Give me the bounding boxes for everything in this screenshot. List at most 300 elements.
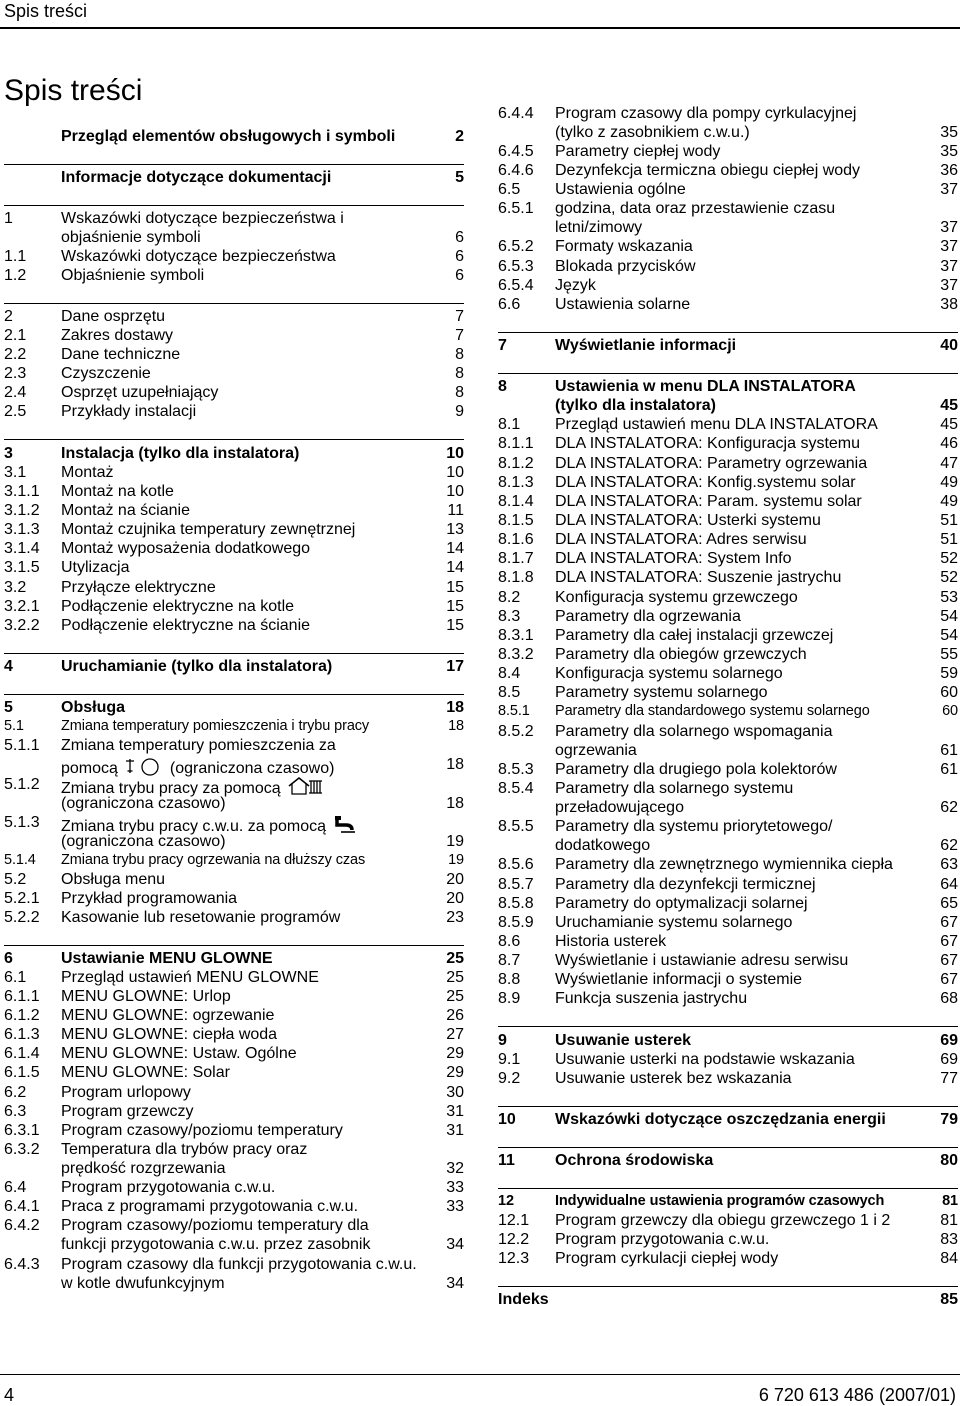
toc-entry-number: 2.1	[4, 327, 27, 344]
toc-entry[interactable]	[498, 989, 958, 1008]
toc-entry-title-text: Indywidualne ustawienia programów czasowych	[555, 1193, 885, 1209]
toc-entry[interactable]	[4, 717, 464, 736]
toc-entry-page: 67	[940, 914, 958, 931]
toc-entry-title-text: Formaty wskazania	[555, 238, 693, 255]
toc-entry-title-text: Program czasowy dla funkcji przygotowania c.w.u.	[61, 1256, 417, 1273]
toc-entry-title-text: Program czasowy/poziomu temperatury	[61, 1122, 343, 1139]
toc-entry-title	[61, 736, 336, 755]
section-divider	[4, 205, 464, 206]
toc-entry-title	[61, 851, 365, 870]
toc-entry-title	[555, 549, 792, 568]
toc-entry[interactable]	[498, 588, 958, 607]
toc-entry[interactable]	[4, 1121, 464, 1140]
toc-entry-number: 3.1	[4, 464, 27, 481]
toc-entry-page: 60	[942, 703, 958, 719]
toc-entry-title	[61, 345, 180, 364]
toc-entry-title-text: przeładowującego	[555, 799, 684, 816]
toc-entry[interactable]	[4, 657, 464, 676]
toc-entry-page: 17	[446, 658, 464, 675]
toc-entry[interactable]	[4, 578, 464, 597]
toc-entry[interactable]	[4, 698, 464, 717]
toc-entry[interactable]	[498, 218, 958, 237]
toc-entry-number: 8.9	[498, 990, 521, 1007]
toc-entry-number: 6.1.5	[4, 1064, 40, 1081]
toc-entry[interactable]	[4, 345, 464, 364]
toc-entry[interactable]	[4, 1159, 464, 1178]
toc-entry[interactable]	[498, 1069, 958, 1088]
toc-entry[interactable]	[498, 645, 958, 664]
toc-entry-number: 12.2	[498, 1231, 530, 1248]
toc-entry-page: 51	[940, 531, 958, 548]
toc-entry-title-text: Przegląd ustawień menu DLA INSTALATORA	[555, 416, 878, 433]
toc-entry-title-text: Utylizacja	[61, 559, 130, 576]
toc-entry-title	[61, 168, 331, 187]
toc-entry[interactable]	[498, 511, 958, 530]
toc-entry-number: 2.5	[4, 403, 27, 420]
toc-entry[interactable]	[4, 908, 464, 927]
section-divider	[4, 303, 464, 304]
toc-entry-title-text: Temperatura dla trybów pracy oraz	[61, 1141, 308, 1158]
toc-entry[interactable]	[498, 894, 958, 913]
toc-entry[interactable]	[4, 1178, 464, 1197]
toc-entry-title-text: Parametry dla solarnego wspomagania	[555, 723, 833, 740]
toc-entry[interactable]	[4, 539, 464, 558]
toc-entry[interactable]	[498, 104, 958, 123]
toc-entry[interactable]	[498, 626, 958, 645]
toc-entry[interactable]	[4, 1274, 464, 1293]
toc-entry-title	[61, 307, 165, 326]
toc-entry-title-text: Ochrona środowiska	[555, 1152, 714, 1169]
toc-entry-page: 18	[448, 718, 464, 734]
toc-entry-title-text: ogrzewania	[555, 742, 637, 759]
toc-entry-title-text: Informacje dotyczące dokumentacji	[61, 169, 332, 186]
toc-entry[interactable]	[4, 1044, 464, 1063]
toc-entry-number: 6.4	[4, 1179, 27, 1196]
toc-entry-page: 47	[940, 455, 958, 472]
toc-entry-title	[555, 123, 750, 142]
toc-entry-number: 8.5	[498, 684, 521, 701]
toc-entry[interactable]	[4, 520, 464, 539]
toc-entry[interactable]	[4, 1197, 464, 1216]
toc-entry-title	[555, 607, 741, 626]
toc-entry-title	[61, 1121, 343, 1140]
toc-entry-page: 80	[940, 1152, 958, 1169]
toc-entry[interactable]	[498, 913, 958, 932]
toc-entry-title	[61, 794, 226, 813]
toc-entry-title-text: Program czasowy dla pompy cyrkulacyjnej	[555, 105, 857, 122]
toc-entry-number: 3.2.2	[4, 617, 40, 634]
toc-entry-title-text: Zmiana trybu pracy ogrzewania na dłuższy czas	[61, 852, 366, 868]
toc-entry[interactable]	[498, 434, 958, 453]
toc-entry-title-text: godzina, data oraz przestawienie czasu	[555, 200, 836, 217]
toc-entry-title	[61, 870, 165, 889]
toc-entry-title	[61, 1083, 191, 1102]
toc-entry-number: 8.7	[498, 952, 521, 969]
toc-entry-title	[61, 383, 218, 402]
toc-entry-title	[61, 949, 273, 968]
toc-entry-title-text: MENU GLOWNE: Ustaw. Ogólne	[61, 1045, 297, 1062]
toc-entry[interactable]	[498, 1151, 958, 1170]
toc-entry-title-text: DLA INSTALATORA: Parametry ogrzewania	[555, 455, 868, 472]
toc-entry[interactable]	[498, 473, 958, 492]
toc-entry-title-text: Usuwanie usterek	[555, 1032, 692, 1049]
toc-entry-title-text: letni/zimowy	[555, 219, 643, 236]
toc-entry[interactable]	[498, 415, 958, 434]
toc-entry[interactable]	[498, 257, 958, 276]
toc-entry-page: 9	[455, 403, 464, 420]
toc-entry-page: 18	[446, 795, 464, 812]
toc-entry-title	[61, 616, 310, 635]
toc-entry[interactable]	[498, 702, 958, 721]
toc-entry-number: 5.2	[4, 871, 27, 888]
toc-entry-number: 8.5.8	[498, 895, 534, 912]
toc-entry-page: 25	[446, 950, 464, 967]
toc-entry[interactable]	[498, 492, 958, 511]
toc-entry[interactable]	[4, 794, 464, 813]
toc-entry-title	[555, 218, 642, 237]
toc-entry-title-text: Czyszczenie	[61, 365, 151, 382]
toc-entry[interactable]	[498, 664, 958, 683]
toc-entry-number: 12.1	[498, 1212, 530, 1229]
toc-entry[interactable]	[4, 127, 464, 146]
toc-entry-title-text: Ustawienia ogólne	[555, 181, 686, 198]
toc-entry[interactable]	[4, 444, 464, 463]
toc-entry-page: 51	[940, 512, 958, 529]
toc-entry[interactable]	[4, 463, 464, 482]
toc-entry-number: 6.4.5	[498, 143, 534, 160]
toc-entry[interactable]	[498, 1249, 958, 1268]
toc-entry[interactable]	[498, 1110, 958, 1129]
toc-entry[interactable]	[498, 683, 958, 702]
toc-entry-title	[555, 415, 878, 434]
toc-entry[interactable]	[498, 1031, 958, 1050]
toc-entry[interactable]	[4, 987, 464, 1006]
toc-entry-title	[61, 597, 294, 616]
toc-entry[interactable]	[4, 209, 464, 228]
toc-entry-page: 15	[446, 579, 464, 596]
toc-entry-title-text: Parametry dla ogrzewania	[555, 608, 741, 625]
toc-entry[interactable]	[4, 247, 464, 266]
toc-entry-page: 35	[940, 143, 958, 160]
toc-entry-title-text: Montaż na kotle	[61, 483, 174, 500]
toc-entry-title	[61, 717, 369, 736]
toc-entry-number: 6.5.3	[498, 258, 534, 275]
toc-entry[interactable]	[498, 1050, 958, 1069]
toc-entry-title	[61, 968, 319, 987]
toc-entry-page: 34	[446, 1275, 464, 1292]
toc-entry-title-text: Konfiguracja systemu solarnego	[555, 665, 783, 682]
toc-entry[interactable]	[498, 875, 958, 894]
toc-entry[interactable]	[4, 228, 464, 247]
toc-entry[interactable]	[4, 775, 464, 797]
toc-entry-page: 2	[455, 128, 464, 145]
toc-entry-title-text: Parametry do optymalizacji solarnej	[555, 895, 808, 912]
toc-entry-number: 8.1.3	[498, 474, 534, 491]
toc-entry-title	[61, 402, 196, 421]
toc-entry[interactable]	[4, 402, 464, 421]
toc-entry-number: 8.3.2	[498, 646, 534, 663]
toc-entry-title	[555, 722, 832, 741]
toc-entry-title	[61, 1159, 226, 1178]
toc-entry-page: 20	[446, 871, 464, 888]
toc-entry-page: 19	[448, 852, 464, 868]
toc-entry[interactable]	[498, 1192, 958, 1211]
toc-entry[interactable]	[4, 1025, 464, 1044]
toc-entry-page: 6	[455, 248, 464, 265]
toc-entry[interactable]	[498, 722, 958, 741]
toc-entry-number: 8.1.1	[498, 435, 534, 452]
toc-entry[interactable]	[4, 364, 464, 383]
toc-entry[interactable]	[4, 968, 464, 987]
toc-entry-title-text: Dezynfekcja termiczna obiegu ciepłej wody	[555, 162, 861, 179]
toc-entry[interactable]	[498, 276, 958, 295]
toc-entry-page: 45	[940, 397, 958, 414]
toc-entry-title	[555, 970, 802, 989]
toc-entry-number: 6.5.2	[498, 238, 534, 255]
toc-entry-title	[555, 989, 747, 1008]
toc-entry-number: 3.1.3	[4, 521, 40, 538]
toc-entry[interactable]	[4, 949, 464, 968]
toc-entry-number: 6.1.2	[4, 1007, 40, 1024]
toc-entry-number: 8	[498, 378, 507, 395]
toc-entry-number: 6.1.3	[4, 1026, 40, 1043]
toc-entry-title	[555, 257, 696, 276]
toc-entry[interactable]	[4, 266, 464, 285]
toc-entry-title	[555, 1192, 884, 1211]
toc-entry[interactable]	[498, 932, 958, 951]
toc-entry[interactable]	[4, 307, 464, 326]
toc-entry-page: 69	[940, 1032, 958, 1049]
toc-entry[interactable]	[498, 798, 958, 817]
toc-entry-title	[61, 1140, 307, 1159]
toc-entry-title-text: Język	[555, 277, 596, 294]
toc-entry[interactable]	[498, 779, 958, 798]
toc-entry[interactable]	[4, 597, 464, 616]
toc-entry[interactable]	[4, 558, 464, 577]
toc-entry[interactable]	[4, 1006, 464, 1025]
toc-entry[interactable]	[498, 237, 958, 256]
toc-entry-title-text: MENU GLOWNE: ciepła woda	[61, 1026, 278, 1043]
toc-entry-page: 10	[446, 483, 464, 500]
toc-entry[interactable]	[498, 454, 958, 473]
toc-entry-number: 6.1.1	[4, 988, 40, 1005]
toc-entry[interactable]	[498, 1290, 958, 1309]
header-divider	[0, 27, 960, 29]
toc-entry-page: 25	[446, 969, 464, 986]
toc-entry-page: 69	[940, 1051, 958, 1068]
toc-entry[interactable]	[498, 1230, 958, 1249]
toc-entry[interactable]	[498, 855, 958, 874]
toc-entry[interactable]	[498, 123, 958, 142]
toc-entry-number: 8.8	[498, 971, 521, 988]
toc-entry-title-text: Program przygotowania c.w.u.	[555, 1231, 770, 1248]
toc-entry-title	[61, 578, 216, 597]
toc-entry[interactable]	[498, 607, 958, 626]
toc-entry[interactable]	[4, 383, 464, 402]
toc-entry-title-text: (ograniczona czasowo)	[61, 795, 226, 812]
toc-entry-title-text: Ustawienia w menu DLA INSTALATORA	[555, 378, 856, 395]
toc-entry-title-text: Zakres dostawy	[61, 327, 174, 344]
toc-entry[interactable]	[498, 970, 958, 989]
toc-entry-number: 8.1.7	[498, 550, 534, 567]
toc-entry-title	[61, 1235, 370, 1254]
toc-entry[interactable]	[4, 1063, 464, 1082]
toc-entry[interactable]	[498, 161, 958, 180]
toc-entry-number: 8.3.1	[498, 627, 534, 644]
toc-entry[interactable]	[498, 377, 958, 396]
toc-entry-title	[555, 1050, 855, 1069]
toc-entry-title-text: Praca z programami przygotowania c.w.u.	[61, 1198, 359, 1215]
toc-entry[interactable]	[4, 501, 464, 520]
section-divider	[498, 1188, 958, 1189]
toc-entry[interactable]	[498, 741, 958, 760]
toc-entry[interactable]	[498, 568, 958, 587]
toc-entry-title-text: Przykłady instalacji	[61, 403, 197, 420]
toc-entry-title-text: Program przygotowania c.w.u.	[61, 1179, 276, 1196]
toc-entry-page: 5	[455, 169, 464, 186]
toc-entry-title-text: Zmiana trybu pracy c.w.u. za pomocą	[61, 817, 326, 835]
toc-entry-title-text: Uruchamianie systemu solarnego	[555, 914, 793, 931]
toc-entry-title	[61, 228, 201, 247]
toc-entry-page: 20	[446, 890, 464, 907]
toc-entry[interactable]	[4, 870, 464, 889]
toc-entry-title	[555, 913, 792, 932]
toc-entry[interactable]	[4, 1140, 464, 1159]
toc-entry[interactable]	[498, 336, 958, 355]
toc-entry[interactable]	[498, 1211, 958, 1230]
toc-entry-number: 8.5.1	[498, 703, 530, 719]
toc-entry-title-text: DLA INSTALATORA: Konfiguracja systemu	[555, 435, 861, 452]
toc-entry-page: 37	[940, 238, 958, 255]
toc-entry-page: 62	[940, 837, 958, 854]
toc-entry-page: 29	[446, 1045, 464, 1062]
toc-entry[interactable]	[4, 326, 464, 345]
toc-entry[interactable]	[498, 396, 958, 415]
toc-entry[interactable]	[4, 851, 464, 870]
toc-entry[interactable]	[4, 755, 464, 777]
section-divider	[4, 945, 464, 946]
section-divider	[4, 653, 464, 654]
toc-entry[interactable]	[498, 817, 958, 836]
toc-entry-number: 5.2.1	[4, 890, 40, 907]
toc-entry-number: 5.1.4	[4, 852, 36, 868]
toc-entry-title-text: Obsługa	[61, 699, 126, 716]
toc-entry-number: 8.5.2	[498, 723, 534, 740]
toc-entry-title	[555, 683, 768, 702]
toc-entry-title-text: Parametry dla zewnętrznego wymiennika ciepła	[555, 856, 893, 873]
toc-entry-number: 10	[498, 1111, 516, 1128]
toc-entry[interactable]	[498, 549, 958, 568]
toc-entry[interactable]	[498, 295, 958, 314]
toc-entry-title-text: DLA INSTALATORA: Param. systemu solar	[555, 493, 862, 510]
toc-entry-title	[61, 1102, 193, 1121]
toc-entry[interactable]	[4, 168, 464, 187]
toc-entry-number: 6.1	[4, 969, 27, 986]
toc-entry-page: 11	[447, 502, 464, 519]
toc-entry-title-text: Montaż wyposażenia dodatkowego	[61, 540, 311, 557]
toc-entry-page: 52	[940, 569, 958, 586]
toc-entry-page: 61	[940, 761, 958, 778]
toc-entry-title-text: Usuwanie usterek bez wskazania	[555, 1070, 792, 1087]
toc-entry[interactable]	[4, 1083, 464, 1102]
toc-entry[interactable]	[4, 736, 464, 755]
toc-entry-title	[555, 932, 666, 951]
toc-entry-title	[555, 377, 856, 396]
toc-entry[interactable]	[4, 832, 464, 851]
toc-entry-title	[61, 326, 173, 345]
toc-entry[interactable]	[498, 836, 958, 855]
toc-entry-number: 6.3.2	[4, 1141, 40, 1158]
toc-entry-title	[555, 836, 650, 855]
toc-entry-number: 8.1.6	[498, 531, 534, 548]
toc-entry[interactable]	[498, 951, 958, 970]
toc-entry[interactable]	[4, 1255, 464, 1274]
toc-entry-number: 8.1.4	[498, 493, 534, 510]
toc-entry-title	[555, 798, 684, 817]
toc-entry-number: 11	[498, 1152, 515, 1169]
toc-entry-title-text: Wskazówki dotyczące bezpieczeństwa i	[61, 210, 344, 227]
toc-entry-number: 6.3	[4, 1103, 27, 1120]
toc-entry-title-text: Parametry dla solarnego systemu	[555, 780, 794, 797]
toc-entry-title-text: pomocą	[61, 759, 118, 777]
toc-entry-page: 40	[940, 337, 958, 354]
toc-entry-number: 12.3	[498, 1250, 530, 1267]
toc-entry[interactable]	[4, 616, 464, 635]
toc-entry-title	[555, 199, 835, 218]
toc-entry[interactable]	[4, 1102, 464, 1121]
toc-entry-page: 36	[940, 162, 958, 179]
toc-entry-number: 5.1.2	[4, 776, 40, 793]
toc-entry-page: 81	[942, 1193, 958, 1209]
toc-entry-page: 65	[940, 895, 958, 912]
toc-entry-page: 35	[940, 124, 958, 141]
toc-entry-page: 54	[940, 627, 958, 644]
toc-entry-title	[61, 832, 226, 851]
toc-entry[interactable]	[4, 482, 464, 501]
toc-entry-title	[61, 987, 231, 1006]
toc-entry-title	[61, 364, 151, 383]
toc-entry-page: 7	[455, 308, 464, 325]
toc-entry-title-text: Zmiana temperatury pomieszczenia za	[61, 737, 336, 754]
toc-entry[interactable]	[4, 889, 464, 908]
toc-entry-title-text: Osprzęt uzupełniający	[61, 384, 219, 401]
toc-entry-number: Indeks	[498, 1291, 549, 1308]
toc-entry[interactable]	[4, 813, 464, 835]
toc-entry[interactable]	[498, 199, 958, 218]
section-divider	[498, 332, 958, 333]
toc-entry-title-text: Przegląd ustawień MENU GLOWNE	[61, 969, 319, 986]
toc-entry-number: 8.2	[498, 589, 521, 606]
toc-entry[interactable]	[4, 1235, 464, 1254]
toc-entry-page: 33	[446, 1198, 464, 1215]
toc-entry-number: 1.2	[4, 267, 27, 284]
toc-entry-page: 37	[940, 181, 958, 198]
toc-entry-number: 6.5.4	[498, 277, 534, 294]
toc-entry[interactable]	[498, 530, 958, 549]
toc-entry-title	[555, 1069, 792, 1088]
toc-entry-page: 10	[446, 445, 464, 462]
toc-entry[interactable]	[498, 142, 958, 161]
toc-entry[interactable]	[4, 1216, 464, 1235]
toc-entry-title-text: Przyłącze elektryczne	[61, 579, 216, 596]
toc-entry-page: 64	[940, 876, 958, 893]
toc-entry-number: 8.5.9	[498, 914, 534, 931]
toc-entry[interactable]	[498, 760, 958, 779]
toc-entry-title	[61, 1063, 230, 1082]
toc-entry-title	[61, 209, 344, 228]
toc-entry-title-text: (tylko z zasobnikiem c.w.u.)	[555, 124, 750, 141]
toc-entry[interactable]	[498, 180, 958, 199]
